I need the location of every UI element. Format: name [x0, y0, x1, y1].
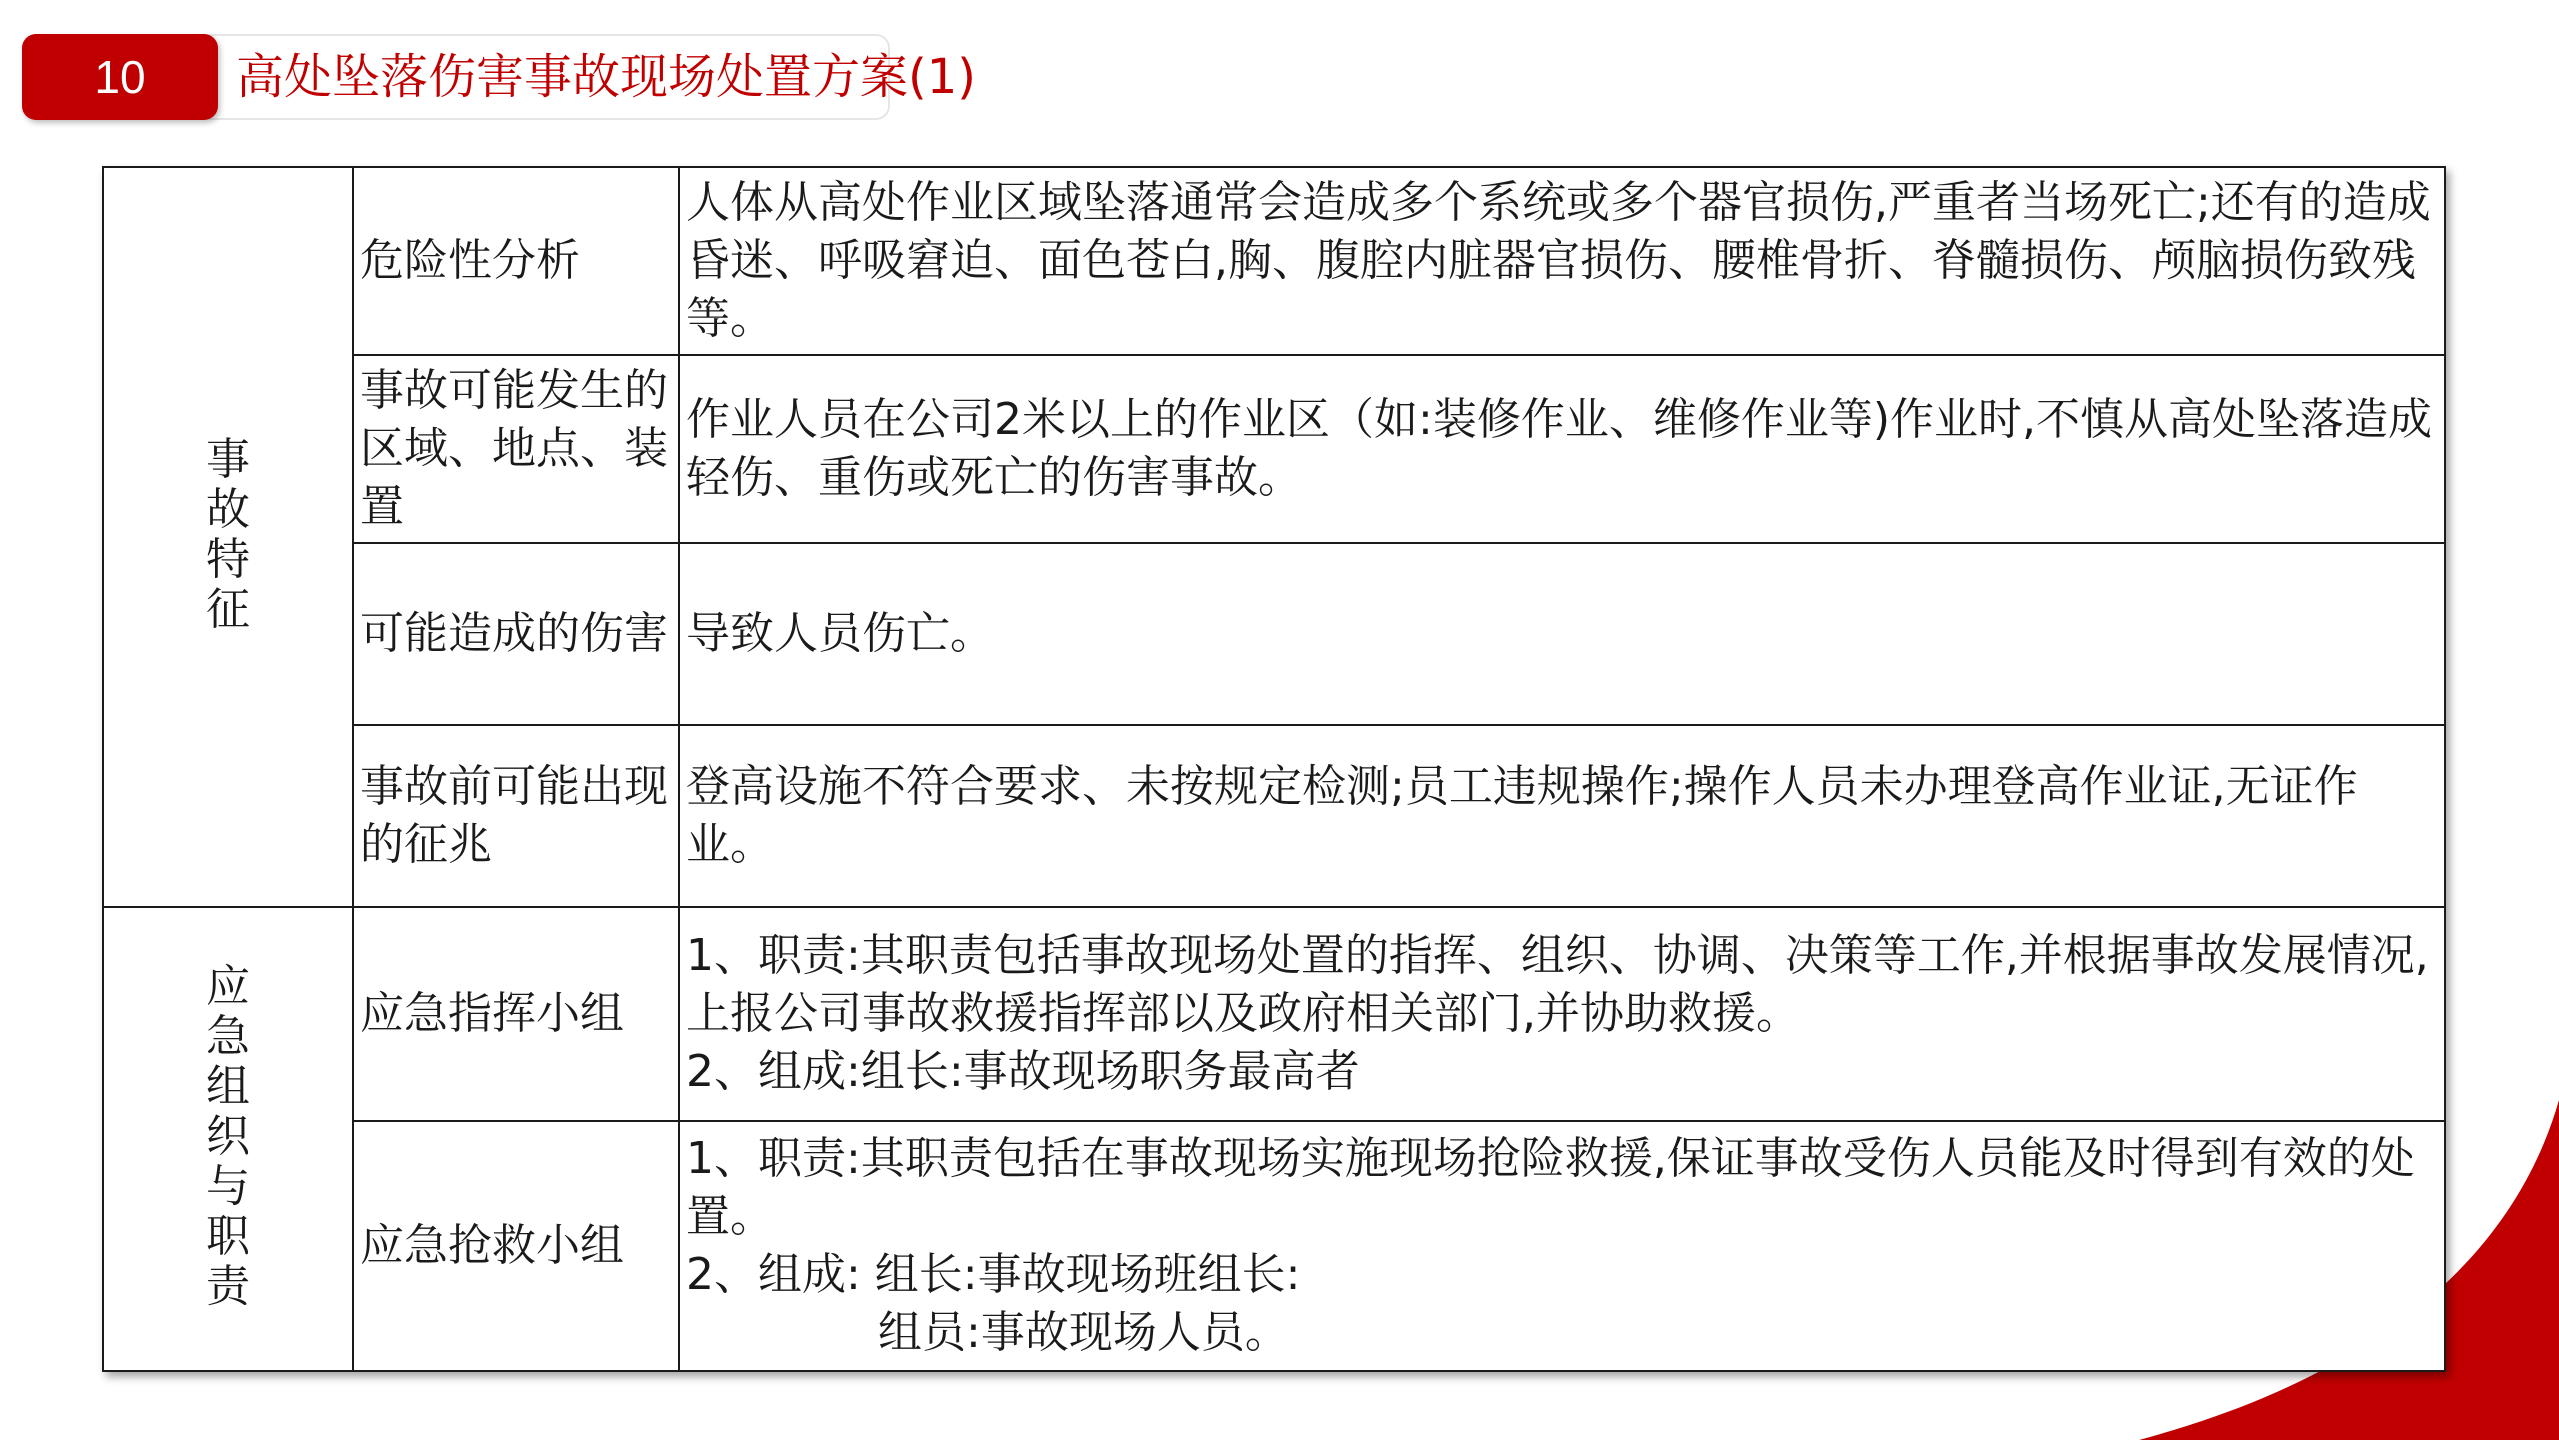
- content-cell: [679, 1121, 2445, 1371]
- category-label: 应急组织与职责: [206, 961, 250, 1312]
- plan-table: [102, 166, 2446, 1372]
- content-line: 2、组成:组长:事故现场职务最高者: [686, 1046, 1360, 1097]
- item-cell: 事故可能发生的区域、地点、装置: [353, 355, 679, 543]
- item-cell: 事故前可能出现的征兆: [353, 725, 679, 907]
- content-line: 2、组成: 组长:事故现场班组长:: [686, 1249, 1301, 1300]
- page-title: 高处坠落伤害事故现场处置方案(1): [236, 49, 976, 105]
- table-row: [103, 1121, 2445, 1371]
- content-cell: [679, 725, 2445, 907]
- table-row: [103, 543, 2445, 725]
- content-line: 1、职责:其职责包括事故现场处置的指挥、组织、协调、决策等工作,并根据事故发展情况,上报公司事故救援指挥部以及政府相关部门,并协助救援。: [686, 930, 2429, 1039]
- content-cell: [679, 355, 2445, 543]
- category-cell: [103, 167, 353, 907]
- content-line: 登高设施不符合要求、未按规定检测;员工违规操作;操作人员未办理登高作业证,无证作业。: [686, 761, 2358, 870]
- item-cell: 应急抢救小组: [353, 1121, 679, 1371]
- content-line: 作业人员在公司2米以上的作业区（如:装修作业、维修作业等)作业时,不慎从高处坠落造成轻伤、重伤或死亡的伤害事故。: [686, 394, 2432, 503]
- table-row: [103, 725, 2445, 907]
- item-cell: 应急指挥小组: [353, 907, 679, 1121]
- content-cell: [679, 167, 2445, 355]
- category-label: 事故特征: [206, 434, 250, 635]
- table-row: [103, 355, 2445, 543]
- table-row: [103, 167, 2445, 355]
- item-cell: 危险性分析: [353, 167, 679, 355]
- content-line: 1、职责:其职责包括在事故现场实施现场抢险救援,保证事故受伤人员能及时得到有效的处置。: [686, 1133, 2415, 1242]
- content-line: 组员:事故现场人员。: [878, 1307, 1289, 1358]
- content-cell: [679, 907, 2445, 1121]
- section-number-badge: 10: [22, 34, 218, 120]
- table-row: [103, 907, 2445, 1121]
- content-line: 导致人员伤亡。: [686, 608, 994, 659]
- item-cell: 可能造成的伤害: [353, 543, 679, 725]
- category-cell: [103, 907, 353, 1371]
- content-line: 人体从高处作业区域坠落通常会造成多个系统或多个器官损伤,严重者当场死亡;还有的造成昏迷、呼吸窘迫、面色苍白,胸、腹腔内脏器官损伤、腰椎骨折、脊髓损伤、颅脑损伤致残等。: [686, 177, 2431, 344]
- content-cell: [679, 543, 2445, 725]
